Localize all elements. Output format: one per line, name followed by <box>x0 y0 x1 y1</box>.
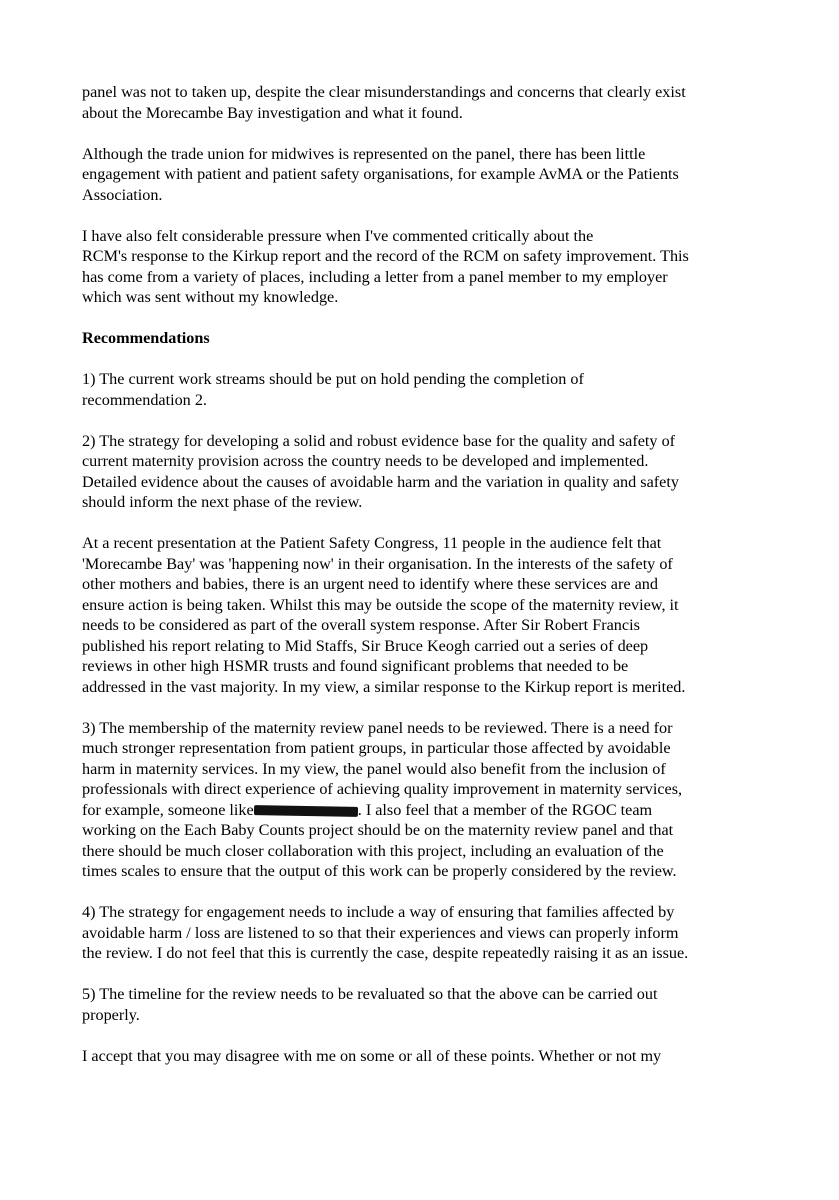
paragraph-panel-not-taken-up <box>82 82 752 123</box>
text-line: professionals with direct experience of achieving quality improvement in maternity services, <box>82 780 683 798</box>
text-line: should inform the next phase of the review. <box>82 493 363 511</box>
redaction-text-after: . I also feel that a member of the RGOC team <box>357 800 653 819</box>
paragraph-considerable-pressure <box>82 226 752 308</box>
recommendation-5 <box>82 984 752 1025</box>
text-line: needs to be considered as part of the overall system response. After Sir Robert Francis <box>82 616 640 634</box>
text-line: 1) The current work streams should be put on hold pending the completion of <box>82 370 584 388</box>
recommendation-3 <box>82 718 752 882</box>
text-line: avoidable harm / loss are listened to so that their experiences and views can properly inform <box>82 923 679 942</box>
text-line: which was sent without my knowledge. <box>82 288 339 306</box>
text-line: 4) The strategy for engagement needs to include a way of ensuring that families affected by <box>82 903 675 921</box>
text-line: about the Morecambe Bay investigation and what it found. <box>82 103 463 122</box>
redaction-mark <box>254 805 358 817</box>
text-line: reviews in other high HSMR trusts and found significant problems that needed to be <box>82 657 629 675</box>
paragraph-trade-union <box>82 144 752 206</box>
text-line: much stronger representation from patient groups, in particular those affected by avoidable <box>82 739 671 757</box>
text-line: properly. <box>82 1005 140 1024</box>
text-line: 3) The membership of the maternity review panel needs to be reviewed. There is a need for <box>82 718 673 737</box>
text-line: harm in maternity services. In my view, the panel would also benefit from the inclusion of <box>82 759 666 778</box>
text-line: panel was not to taken up, despite the clear misunderstandings and concerns that clearly exist <box>82 83 686 101</box>
text-line: published his report relating to Mid Staffs, Sir Bruce Keogh carried out a series of deep <box>82 636 649 655</box>
text-line: Although the trade union for midwives is represented on the panel, there has been little <box>82 144 646 163</box>
text-line: I have also felt considerable pressure when I've commented critically about the <box>82 226 594 245</box>
document-page <box>82 82 752 1087</box>
paragraph-closing <box>82 1046 752 1067</box>
text-line: the review. I do not feel that this is currently the case, despite repeatedly raising it as an issue. <box>82 944 689 962</box>
text-line: Association. <box>82 185 163 204</box>
text-line: 5) The timeline for the review needs to be revaluated so that the above can be carried out <box>82 985 658 1003</box>
recommendations-heading: Recommendations <box>82 329 210 347</box>
recommendation-4 <box>82 902 752 964</box>
paragraph-patient-safety-congress <box>82 533 752 697</box>
text-line: Detailed evidence about the causes of avoidable harm and the variation in quality and safety <box>82 472 679 491</box>
text-line: recommendation 2. <box>82 390 207 409</box>
text-line: ensure action is being taken. Whilst this may be outside the scope of the maternity review, it <box>82 595 679 614</box>
text-line-with-redaction <box>82 800 752 821</box>
text-line: other mothers and babies, there is an urgent need to identify where these services are and <box>82 575 658 593</box>
text-line: current maternity provision across the country needs to be developed and implemented. <box>82 452 649 470</box>
text-line: working on the Each Baby Counts project should be on the maternity review panel and that <box>82 821 674 839</box>
text-line: engagement with patient and patient safety organisations, for example AvMA or the Patients <box>82 165 679 183</box>
text-line: RCM's response to the Kirkup report and the record of the RCM on safety improvement. This <box>82 247 689 265</box>
text-line: there should be much closer collaboration with this project, including an evaluation of the <box>82 841 664 860</box>
recommendation-2 <box>82 431 752 513</box>
text-line: 'Morecambe Bay' was 'happening now' in their organisation. In the interests of the safety of <box>82 554 673 573</box>
redaction-text-before: for example, someone like <box>82 800 254 819</box>
text-line: At a recent presentation at the Patient Safety Congress, 11 people in the audience felt that <box>82 534 662 552</box>
text-line: 2) The strategy for developing a solid and robust evidence base for the quality and safety of <box>82 431 676 450</box>
recommendation-1 <box>82 369 752 410</box>
text-line: addressed in the vast majority. In my view, a similar response to the Kirkup report is merited. <box>82 677 686 696</box>
text-line: I accept that you may disagree with me on some or all of these points. Whether or not my <box>82 1046 662 1065</box>
text-line: times scales to ensure that the output of this work can be properly considered by the review. <box>82 862 677 880</box>
text-line: has come from a variety of places, including a letter from a panel member to my employer <box>82 267 668 286</box>
